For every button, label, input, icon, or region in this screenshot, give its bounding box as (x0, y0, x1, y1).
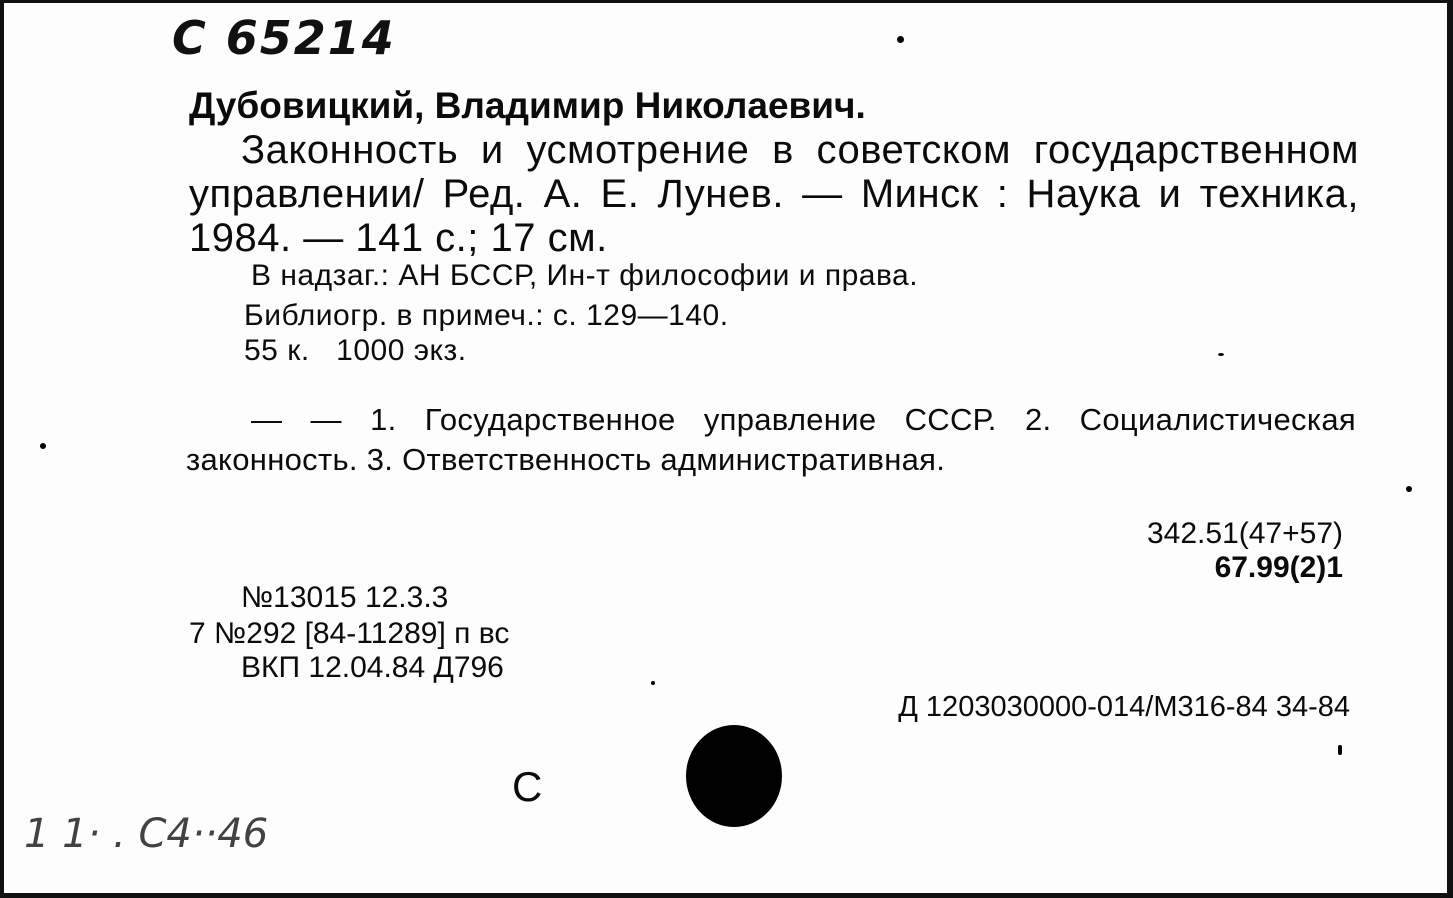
tech-line: ВКП 12.04.84 Д796 (241, 651, 504, 684)
tech-line: №13015 12.3.3 (241, 581, 449, 614)
note-line: 55 к. 1000 экз. (244, 334, 467, 367)
speck-icon (651, 681, 655, 685)
classification-code: 342.51(47+57) (1147, 517, 1343, 550)
tech-line: 7 №292 [84-11289] п вс (189, 617, 510, 650)
author-heading: Дубовицкий, Владимир Николаевич. (189, 85, 866, 126)
speck-icon (897, 36, 904, 43)
classification-code: 67.99(2)1 (1214, 551, 1343, 584)
note-line: В надзаг.: АН БССР, Ин-т философии и права. (251, 259, 919, 292)
speck-icon (1218, 353, 1224, 356)
note-line: Библиогр. в примеч.: с. 129—140. (244, 299, 729, 332)
mark-letter: С (512, 763, 543, 810)
speck-icon (1406, 486, 1412, 492)
title-description: Законность и усмотрение в советском государственном управлении/ Ред. А. Е. Лунев. — Минск : Наука и техника, 1984. — 141 с.; 17 см. (189, 128, 1359, 260)
handwritten-note: 1 1· . C4··46 (24, 811, 269, 857)
subject-headings: — — 1. Государственное управление СССР. 2. Социалистическая законность. 3. Ответственность административная. (186, 402, 1356, 477)
call-number: С 65214 (172, 11, 396, 65)
speck-icon (1338, 745, 1342, 755)
punch-hole-icon (686, 725, 782, 827)
publisher-code: Д 1203030000-014/М316-84 34-84 (898, 691, 1350, 723)
speck-icon (40, 443, 46, 449)
